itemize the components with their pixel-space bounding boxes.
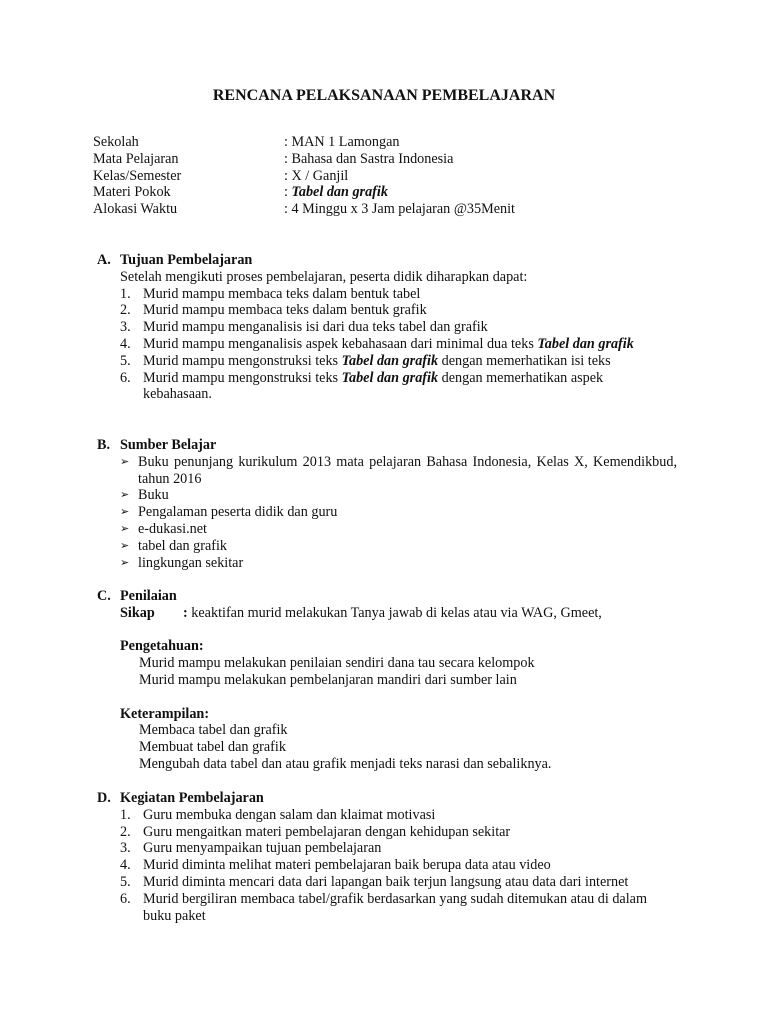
keterampilan-item: Mengubah data tabel dan atau grafik menjadi teks narasi dan sebaliknya. xyxy=(139,755,552,772)
list-item xyxy=(120,840,677,857)
assessment-body xyxy=(97,605,677,773)
list-item xyxy=(120,319,677,336)
info-label: Mata Pelajaran xyxy=(93,150,179,167)
list-item xyxy=(120,286,677,303)
list-text: tabel dan grafik xyxy=(138,537,228,554)
list-text-emphasis: Tabel dan grafik xyxy=(537,335,634,352)
list-text: Murid mampu membaca teks dalam bentuk tabel xyxy=(143,285,421,302)
sikap-text xyxy=(183,605,602,622)
list-text: Murid mampu mengonstruksi teks xyxy=(143,352,342,369)
list-item xyxy=(120,370,663,404)
objectives-list xyxy=(97,286,677,404)
list-text-emphasis: Tabel dan grafik xyxy=(341,369,439,386)
list-text: lingkungan sekitar xyxy=(138,554,244,571)
list-item xyxy=(120,874,677,891)
info-row-kelas-semester xyxy=(93,168,693,185)
info-value-emphasis: Tabel dan grafik xyxy=(291,184,388,201)
pengetahuan-item: Murid mampu melakukan penilaian sendiri dana tau secara kelompok xyxy=(139,655,535,672)
list-item xyxy=(120,891,663,925)
section-letter: C. xyxy=(97,588,111,604)
list-text: Buku xyxy=(138,487,169,504)
list-text: Pengalaman peserta didik dan guru xyxy=(138,504,338,521)
keterampilan-item: Membuat tabel dan grafik xyxy=(139,739,286,756)
section-tujuan-pembelajaran xyxy=(97,252,677,403)
list-text: Murid bergiliran membaca tabel/grafik berdasarkan yang sudah ditemukan atau di dalam buku paket xyxy=(143,890,648,924)
list-item xyxy=(120,302,677,319)
list-text: Guru menyampaikan tujuan pembelajaran xyxy=(143,840,382,857)
list-item xyxy=(120,807,677,824)
pengetahuan-item: Murid mampu melakukan pembelanjaran mandiri dari sumber lain xyxy=(139,671,517,688)
info-value: : X / Ganjil xyxy=(284,167,349,184)
list-number: 2. xyxy=(120,823,131,840)
info-label: Kelas/Semester xyxy=(93,167,182,184)
list-text: Buku penunjang kurikulum 2013 mata pelajaran Bahasa Indonesia, Kelas X, Kemendikbud, tahun 2016 xyxy=(138,453,677,487)
info-row-sekolah xyxy=(93,134,693,151)
page-title: RENCANA PELAKSANAAN PEMBELAJARAN xyxy=(212,87,556,104)
keterampilan-item: Membaca tabel dan grafik xyxy=(139,722,288,739)
pengetahuan-heading: Pengetahuan: xyxy=(120,638,204,655)
info-row-mata-pelajaran xyxy=(93,151,693,168)
section-heading xyxy=(97,437,677,454)
arrow-bullet-icon: ➢ xyxy=(120,556,130,569)
list-item xyxy=(120,857,677,874)
list-item xyxy=(120,824,677,841)
list-text: Murid mampu mengonstruksi teks xyxy=(143,369,342,386)
sikap-description: keaktifan murid melakukan Tanya jawab di kelas atau via WAG, Gmeet, xyxy=(187,604,602,621)
info-row-alokasi-waktu xyxy=(93,201,693,218)
list-text: Murid diminta melihat materi pembelajaran baik berupa data atau video xyxy=(143,857,551,874)
list-item xyxy=(120,487,677,504)
list-number: 1. xyxy=(120,806,131,823)
activities-list xyxy=(97,807,677,925)
list-number: 5. xyxy=(120,873,131,890)
section-kegiatan-pembelajaran xyxy=(97,790,677,924)
info-label: Sekolah xyxy=(93,134,139,150)
sikap-label: Sikap xyxy=(120,604,155,621)
list-number: 6. xyxy=(120,369,131,386)
list-text: Murid diminta mencari data dari lapangan baik terjun langsung atau data dari internet xyxy=(143,873,629,890)
section-sumber-belajar xyxy=(97,437,677,571)
section-title: Kegiatan Pembelajaran xyxy=(120,790,264,806)
list-text: Murid mampu menganalisis isi dari dua teks tabel dan grafik xyxy=(143,319,488,336)
arrow-bullet-icon: ➢ xyxy=(120,489,130,502)
list-text: Guru membuka dengan salam dan klaimat motivasi xyxy=(143,806,436,823)
section-heading xyxy=(97,790,677,807)
list-number: 2. xyxy=(120,302,131,319)
list-text-after: dengan memerhatikan aspek kebahasaan. xyxy=(143,369,604,403)
section-title: Tujuan Pembelajaran xyxy=(120,252,253,268)
info-row-materi-pokok xyxy=(93,184,693,201)
info-value: : 4 Minggu x 3 Jam pelajaran @35Menit xyxy=(284,201,515,218)
list-item xyxy=(120,555,677,572)
list-text: Murid mampu membaca teks dalam bentuk grafik xyxy=(143,302,427,319)
info-value-prefix: : xyxy=(284,184,292,201)
list-item xyxy=(120,538,677,555)
list-text: Murid mampu menganalisis aspek kebahasaan dari minimal dua teks xyxy=(143,335,538,352)
list-number: 5. xyxy=(120,352,131,369)
list-number: 4. xyxy=(120,335,131,352)
list-item xyxy=(120,521,677,538)
list-number: 3. xyxy=(120,319,131,336)
section-title: Penilaian xyxy=(120,588,177,604)
list-item xyxy=(120,504,677,521)
keterampilan-heading: Keterampilan: xyxy=(120,705,210,722)
info-value xyxy=(284,184,388,201)
section-intro: Setelah mengikuti proses pembelajaran, peserta didik diharapkan dapat: xyxy=(120,268,528,285)
list-number: 4. xyxy=(120,857,131,874)
section-letter: B. xyxy=(97,437,111,453)
section-heading xyxy=(97,588,677,605)
list-item xyxy=(120,353,677,370)
list-text-emphasis: Tabel dan grafik xyxy=(341,352,439,369)
list-number: 3. xyxy=(120,840,131,857)
list-number: 1. xyxy=(120,285,131,302)
list-text-after: dengan memerhatikan isi teks xyxy=(438,352,611,369)
info-block xyxy=(93,134,693,218)
info-value: : Bahasa dan Sastra Indonesia xyxy=(284,150,454,167)
list-text: Guru mengaitkan materi pembelajaran dengan kehidupan sekitar xyxy=(143,823,511,840)
arrow-bullet-icon: ➢ xyxy=(120,506,130,519)
list-number: 6. xyxy=(120,890,131,907)
list-text: e-dukasi.net xyxy=(138,520,207,537)
list-item xyxy=(120,336,648,353)
info-label: Materi Pokok xyxy=(93,184,171,201)
list-item xyxy=(120,454,677,488)
arrow-bullet-icon: ➢ xyxy=(120,455,130,468)
sikap-row xyxy=(120,605,677,622)
section-letter: A. xyxy=(97,252,111,268)
sources-list xyxy=(97,454,677,572)
section-heading xyxy=(97,252,677,269)
section-penilaian xyxy=(97,588,677,773)
info-label: Alokasi Waktu xyxy=(93,201,178,218)
sikap-colon: : xyxy=(183,604,188,621)
section-title: Sumber Belajar xyxy=(120,437,217,453)
arrow-bullet-icon: ➢ xyxy=(120,539,130,552)
arrow-bullet-icon: ➢ xyxy=(120,522,130,535)
info-value: : MAN 1 Lamongan xyxy=(284,134,400,150)
section-letter: D. xyxy=(97,790,111,806)
